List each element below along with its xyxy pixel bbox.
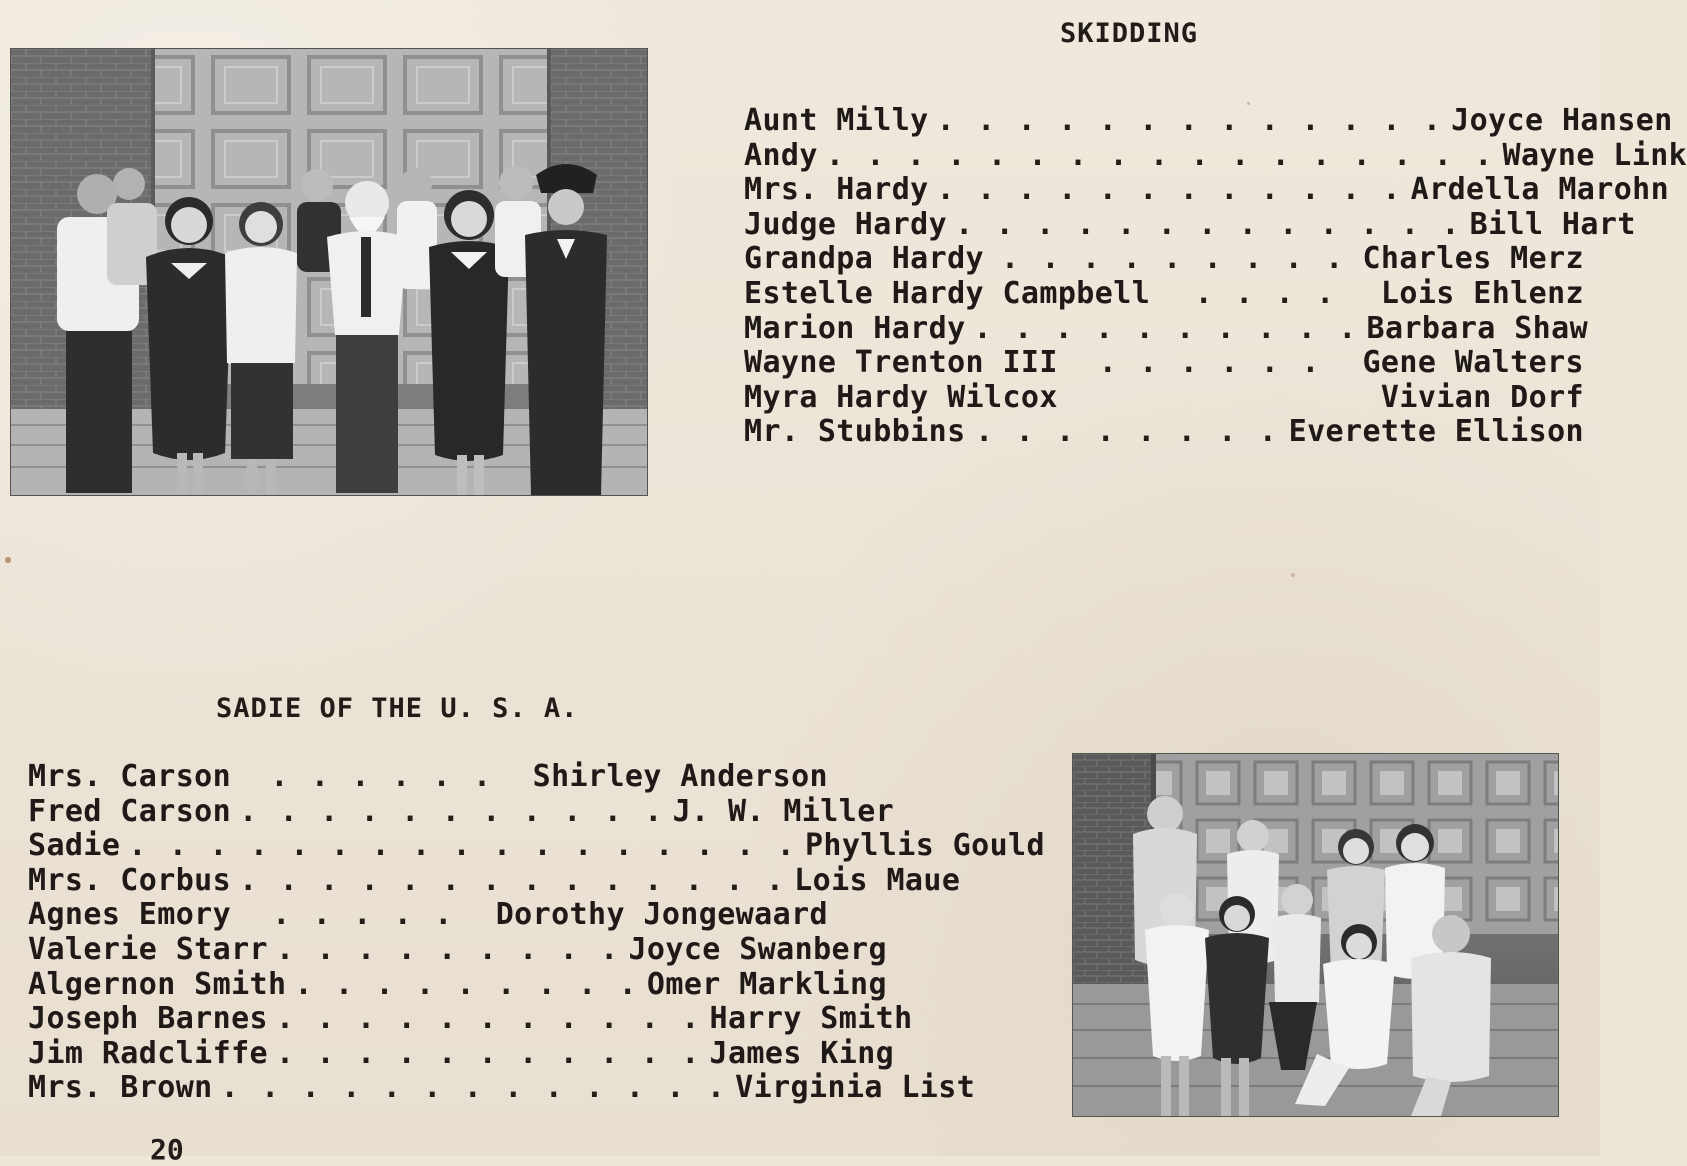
cast-leader: . . . . . . . . . bbox=[984, 242, 1362, 277]
cast-row bbox=[28, 795, 828, 830]
cast-leader: . . . . . . . . . . . . . . . . . bbox=[818, 139, 1503, 174]
cast-leader: . . . . . . . . . . . . . . . . . bbox=[120, 829, 805, 864]
sadie-cast-list bbox=[28, 760, 828, 1106]
cast-row bbox=[28, 760, 828, 795]
cast-role: Grandpa Hardy bbox=[744, 242, 984, 277]
paper-speck bbox=[1247, 102, 1250, 105]
cast-row bbox=[744, 139, 1584, 174]
cast-actor: Dorothy Jongewaard bbox=[496, 898, 828, 933]
cast-leader: . . . . bbox=[1150, 277, 1381, 312]
cast-leader: . . . . . . bbox=[1058, 346, 1363, 381]
cast-row bbox=[744, 312, 1584, 347]
cast-row bbox=[744, 104, 1584, 139]
cast-leader: . . . . . . . . . . . . bbox=[929, 173, 1411, 208]
cast-role: Mrs. Corbus bbox=[28, 864, 231, 899]
skidding-title: SKIDDING bbox=[1060, 18, 1198, 49]
cast-row bbox=[744, 381, 1584, 416]
cast-row bbox=[28, 864, 828, 899]
cast-role: Aunt Milly bbox=[744, 104, 929, 139]
cast-role: Jim Radcliffe bbox=[28, 1037, 268, 1072]
cast-role: Wayne Trenton III bbox=[744, 346, 1058, 381]
cast-row bbox=[744, 173, 1584, 208]
cast-actor: Charles Merz bbox=[1362, 242, 1584, 277]
cast-actor: Bill Hart bbox=[1470, 208, 1636, 243]
paper-speck bbox=[5, 557, 11, 563]
cast-role: Algernon Smith bbox=[28, 968, 286, 1003]
page-number: 20 bbox=[150, 1133, 184, 1166]
cast-row bbox=[28, 968, 828, 1003]
cast-row bbox=[744, 277, 1584, 312]
cast-actor: J. W. Miller bbox=[673, 795, 895, 830]
cast-actor: Barbara Shaw bbox=[1367, 312, 1589, 347]
cast-leader: . . . . . . . . . . . bbox=[231, 795, 673, 830]
cast-actor: Gene Walters bbox=[1362, 346, 1584, 381]
cast-row bbox=[28, 1071, 828, 1106]
cast-role: Mrs. Carson bbox=[28, 760, 231, 795]
cast-actor: Lois Maue bbox=[794, 864, 960, 899]
cast-row bbox=[744, 415, 1584, 450]
cast-row bbox=[744, 208, 1584, 243]
cast-leader: . . . . . . . . . . . . . . bbox=[231, 864, 794, 899]
sadie-cast-photo bbox=[1072, 753, 1559, 1117]
skidding-cast-photo bbox=[10, 48, 648, 496]
cast-leader: . . . . . . . . . bbox=[268, 933, 628, 968]
cast-leader: . . . . . . . . . . . . . bbox=[213, 1071, 736, 1106]
cast-actor: Phyllis Gould bbox=[805, 829, 1045, 864]
cast-leader: . . . . . . . . . . bbox=[966, 312, 1367, 347]
sadie-title: SADIE OF THE U. S. A. bbox=[216, 693, 578, 724]
cast-leader: . . . . . . . . bbox=[966, 415, 1289, 450]
cast-actor: Wayne Link bbox=[1503, 139, 1687, 174]
cast-role: Marion Hardy bbox=[744, 312, 966, 347]
cast-row bbox=[28, 1037, 828, 1072]
cast-role: Mrs. Hardy bbox=[744, 173, 929, 208]
cast-role: Mr. Stubbins bbox=[744, 415, 966, 450]
cast-leader: . . . . . . bbox=[231, 760, 533, 795]
cast-role: Joseph Barnes bbox=[28, 1002, 268, 1037]
cast-actor: Joyce Hansen bbox=[1451, 104, 1673, 139]
cast-actor: James King bbox=[710, 1037, 895, 1072]
skidding-cast-list bbox=[744, 104, 1584, 450]
cast-leader: . . . . . . . . . . . . . bbox=[929, 104, 1452, 139]
cast-row bbox=[744, 242, 1584, 277]
cast-leader: . . . . . bbox=[231, 898, 496, 933]
cast-role: Valerie Starr bbox=[28, 933, 268, 968]
cast-leader: . . . . . . . . . bbox=[286, 968, 646, 1003]
cast-actor: Everette Ellison bbox=[1289, 415, 1584, 450]
cast-role: Andy bbox=[744, 139, 818, 174]
cast-actor: Vivian Dorf bbox=[1381, 381, 1584, 416]
cast-row bbox=[28, 1002, 828, 1037]
cast-row bbox=[28, 829, 828, 864]
cast-role: Fred Carson bbox=[28, 795, 231, 830]
cast-role: Mrs. Brown bbox=[28, 1071, 213, 1106]
cast-leader: . . . . . . . . . . . . . bbox=[947, 208, 1470, 243]
cast-actor: Harry Smith bbox=[710, 1002, 913, 1037]
cast-actor: Virginia List bbox=[735, 1071, 975, 1106]
cast-leader: . . . . . . . . . . . bbox=[268, 1002, 710, 1037]
cast-role: Estelle Hardy Campbell bbox=[744, 277, 1150, 312]
cast-actor: Lois Ehlenz bbox=[1381, 277, 1584, 312]
paper-speck bbox=[1291, 573, 1295, 577]
cast-actor: Shirley Anderson bbox=[533, 760, 828, 795]
cast-role: Agnes Emory bbox=[28, 898, 231, 933]
cast-row bbox=[28, 898, 828, 933]
cast-role: Sadie bbox=[28, 829, 120, 864]
cast-actor: Joyce Swanberg bbox=[628, 933, 886, 968]
cast-actor: Ardella Marohn bbox=[1411, 173, 1669, 208]
cast-row bbox=[28, 933, 828, 968]
cast-leader: . . . . . . . . . . . bbox=[268, 1037, 710, 1072]
cast-role: Myra Hardy Wilcox bbox=[744, 381, 1058, 416]
cast-row bbox=[744, 346, 1584, 381]
cast-actor: Omer Markling bbox=[647, 968, 887, 1003]
cast-role: Judge Hardy bbox=[744, 208, 947, 243]
